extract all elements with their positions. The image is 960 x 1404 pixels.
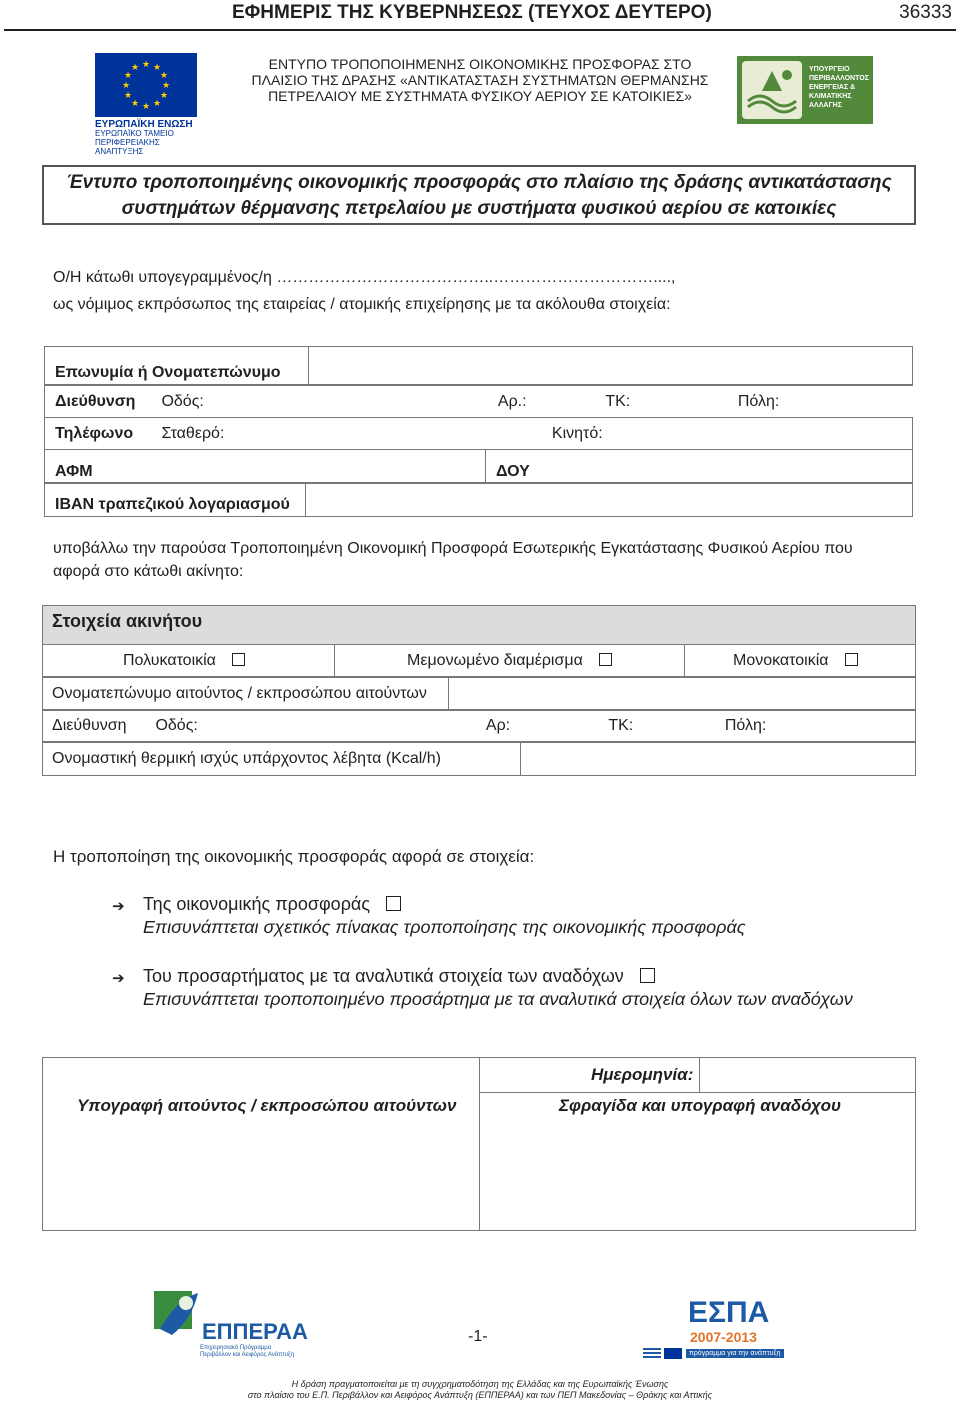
modification-option-2-label: Του προσαρτήματος με τα αναλυτικά στοιχεία των αναδόχων [143, 966, 624, 986]
ministry-emblem-icon [742, 61, 802, 119]
company-tax-office-label[interactable]: ΔΟΥ [486, 450, 913, 484]
company-name-label: Επωνυμία ή Ονοματεπώνυμο [45, 347, 309, 385]
date-row-divider [479, 1092, 915, 1093]
ministry-line: ΥΠΟΥΡΓΕΙΟ [809, 66, 850, 73]
greek-flag-icon [643, 1348, 661, 1359]
company-phone-row[interactable] [45, 418, 913, 450]
ministry-logo [737, 56, 873, 124]
svg-text:★: ★ [161, 81, 171, 91]
submit-line-2: αφορά στο κάτωθι ακίνητο: [53, 563, 244, 580]
form-heading-line: ΠΛΑΙΣΙΟ ΤΗΣ ΔΡΑΣΗΣ «ΑΝΤΙΚΑΤΑΣΤΑΣΗ ΣΥΣΤΗΜΑΤΩΝ ΘΕΡΜΑΝΣΗΣ [251, 72, 709, 88]
property-boiler-table [42, 741, 916, 776]
company-zip-label: ΤΚ: [605, 392, 631, 410]
arrow-right-icon: ➔ [112, 898, 125, 915]
modification-option-1-label: Της οικονομικής προσφοράς [143, 894, 371, 914]
eu-flag-icon [95, 53, 197, 117]
svg-text:★: ★ [121, 81, 131, 91]
form-heading-line: ΠΕΤΡΕΛΑΙΟΥ ΜΕ ΣΥΣΤΗΜΑΤΑ ΦΥΣΙΚΟΥ ΑΕΡΙΟΥ ΣΕ ΚΑΤΟΙΚΙΕΣ» [268, 88, 692, 104]
epperaa-subtitle: Περιβάλλον και Αειφόρος Ανάπτυξη [200, 1352, 295, 1358]
svg-text:★: ★ [159, 91, 169, 101]
property-type-2-label: Μεμονωμένο διαμέρισμα [407, 652, 583, 669]
company-landline-label: Σταθερό: [161, 424, 225, 442]
intro-line-1: Ο/Η κάτωθι υπογεγραμμένος/η …………………………………..…………………………...., [53, 269, 676, 286]
ministry-line: ΠΕΡΙΒΑΛΛΟΝΤΟΣ [809, 75, 869, 82]
signature-divider [479, 1058, 480, 1230]
form-title [42, 165, 916, 225]
date-label: Ημερομηνία: [591, 1065, 694, 1084]
modification-option-1[interactable] [143, 893, 746, 939]
intro-line-2: ως νόμιμος εκπρόσωπος της εταιρείας / ατομικής επιχείρησης με τα ακόλουθα στοιχεία: [53, 296, 671, 313]
eu-caption-2: ΕΥΡΩΠΑΪΚΟ ΤΑΜΕΙΟ [95, 129, 174, 138]
company-number-label: Αρ.: [497, 392, 527, 410]
company-address-label: Διεύθυνση [55, 392, 136, 410]
property-boiler-field[interactable] [521, 742, 916, 776]
svg-text:★: ★ [141, 102, 151, 112]
modification-option-2-note: Επισυνάπτεται τροποποιημένο προσάρτημα με τα αναλυτικά στοιχεία όλων των αναδόχων [143, 989, 853, 1009]
company-tax-table [44, 449, 913, 484]
property-address-label: Διεύθυνση [52, 717, 127, 734]
property-type-table [42, 644, 916, 678]
applicant-signature-label: Υπογραφή αιτούντος / εκπροσώπου αιτούντων [77, 1096, 457, 1115]
form-title-line: Έντυπο τροποποιημένης οικονομικής προσφοράς στο πλαίσιο της δράσης αντικατάστασης [66, 172, 892, 193]
property-type-single-apartment[interactable] [335, 645, 685, 678]
svg-text:★: ★ [152, 63, 162, 73]
form-title-line: συστημάτων θέρμανσης πετρελαίου με συστήματα φυσικού αερίου σε κατοικίες [121, 198, 837, 219]
modification-intro: Η τροποποίηση της οικονομικής προσφοράς αφορά σε στοιχεία: [53, 847, 535, 866]
property-applicant-field[interactable] [449, 677, 916, 711]
company-iban-table [44, 482, 913, 517]
property-city-label: Πόλη: [724, 717, 767, 734]
property-street-label: Οδός: [155, 717, 198, 734]
company-address-table [44, 385, 913, 450]
property-address-row[interactable] [43, 710, 916, 743]
epperaa-subtitle: Επιχειρησιακό Πρόγραμμα [200, 1345, 272, 1351]
submit-line-1: υποβάλλω την παρούσα Τροποποιημένη Οικονομική Προσφορά Εσωτερικής Εγκατάστασης Φυσικού Αερίου που [53, 540, 853, 557]
eu-flag-small-icon [664, 1348, 682, 1359]
checkbox-icon[interactable] [640, 968, 655, 983]
epperaa-logo [152, 1289, 317, 1359]
eu-caption-3: ΠΕΡΙΦΕΡΕΙΑΚΗΣ ΑΝΑΠΤΥΞΗΣ [95, 138, 160, 156]
header-rule [4, 29, 956, 31]
checkbox-icon[interactable] [386, 896, 401, 911]
date-field[interactable] [701, 1059, 915, 1091]
form-heading [230, 56, 730, 104]
property-type-1-label: Πολυκατοικία [123, 652, 216, 669]
espa-years: 2007-2013 [690, 1329, 757, 1345]
epperaa-wordmark: ΕΠΠΕΡΑΑ [202, 1319, 308, 1344]
checkbox-icon[interactable] [845, 653, 858, 666]
company-iban-label: ΙΒΑΝ τραπεζικού λογαριασμού [45, 483, 306, 517]
property-zip-label: ΤΚ: [608, 717, 634, 734]
eu-caption-1: ΕΥΡΩΠΑΪΚΗ ΕΝΩΣΗ [95, 119, 193, 130]
gazette-page-number: 36333 [899, 2, 952, 23]
property-heading: Στοιχεία ακινήτου [42, 605, 916, 645]
company-name-field[interactable] [309, 347, 913, 385]
contractor-signature-label: Σφραγίδα και υπογραφή αναδόχου [559, 1096, 842, 1115]
checkbox-icon[interactable] [599, 653, 612, 666]
modification-option-2[interactable] [143, 965, 853, 1011]
property-type-3-label: Μονοκατοικία [733, 652, 829, 669]
company-street-label: Οδός: [161, 392, 204, 410]
company-vat-label[interactable]: ΑΦΜ [45, 450, 486, 484]
property-number-label: Αρ: [485, 717, 511, 734]
contractor-signature-area[interactable] [481, 1122, 915, 1230]
ministry-line: ΕΝΕΡΓΕΙΑΣ & [809, 84, 856, 91]
espa-logo [640, 1296, 781, 1360]
property-applicant-table [42, 676, 916, 711]
company-city-label: Πόλη: [737, 392, 780, 410]
svg-text:★: ★ [130, 99, 140, 109]
eu-logo [95, 53, 199, 156]
svg-text:★: ★ [159, 71, 169, 81]
svg-text:★: ★ [141, 60, 151, 70]
form-heading-line: ΕΝΤΥΠΟ ΤΡΟΠΟΠΟΙΗΜΕΝΗΣ ΟΙΚΟΝΟΜΙΚΗΣ ΠΡΟΣΦΟΡΑΣ ΣΤΟ [268, 56, 692, 72]
signature-box [42, 1057, 916, 1231]
arrow-right-icon: ➔ [112, 970, 125, 987]
espa-wordmark: ΕΣΠΑ [688, 1296, 770, 1329]
company-phone-label: Τηλέφωνο [55, 424, 134, 442]
svg-text:★: ★ [130, 63, 140, 73]
company-iban-field[interactable] [306, 483, 913, 517]
funding-note-line: στο πλαίσιο του Ε.Π. Περιβάλλον και Αειφόρος Ανάπτυξη (ΕΠΠΕΡΑΑ) και των ΠΕΠ Μακεδονίας – Θράκης και Αττικής [247, 1390, 713, 1400]
property-type-apartment-building[interactable] [43, 645, 335, 678]
svg-text:★: ★ [123, 91, 133, 101]
modification-option-1-note: Επισυνάπτεται σχετικός πίνακας τροποποίησης της οικονομικής προσφοράς [143, 917, 746, 937]
property-type-house[interactable] [685, 645, 916, 678]
date-field-divider [699, 1058, 700, 1092]
ministry-line: ΚΛΙΜΑΤΙΚΗΣ [809, 93, 852, 100]
funding-note [0, 1379, 960, 1401]
svg-text:★: ★ [123, 71, 133, 81]
page-number: -1- [468, 1328, 488, 1345]
company-details-table [44, 346, 913, 385]
checkbox-icon[interactable] [232, 653, 245, 666]
funding-note-line: Η δράση πραγματοποιείται με τη συγχρηματοδότηση της Ελλάδας και της Ευρωπαϊκής Ένωσης [291, 1379, 669, 1389]
property-applicant-label: Ονοματεπώνυμο αιτούντος / εκπροσώπου αιτούντων [43, 677, 449, 711]
property-address-table [42, 709, 916, 743]
ministry-line: ΑΛΛΑΓΗΣ [809, 102, 842, 109]
svg-text:★: ★ [152, 99, 162, 109]
applicant-signature-area[interactable] [43, 1122, 477, 1230]
espa-tagline: πρόγραμμα για την ανάπτυξη [686, 1349, 784, 1358]
company-mobile-label: Κινητό: [551, 424, 603, 442]
gazette-title: ΕΦΗΜΕΡΙΣ ΤΗΣ ΚΥΒΕΡΝΗΣΕΩΣ (ΤΕΥΧΟΣ ΔΕΥΤΕΡΟ) [232, 2, 712, 23]
company-address-row[interactable] [45, 386, 913, 418]
property-boiler-label: Ονομαστική θερμική ισχύς υπάρχοντος λέβητα (Kcal/h) [43, 742, 521, 776]
